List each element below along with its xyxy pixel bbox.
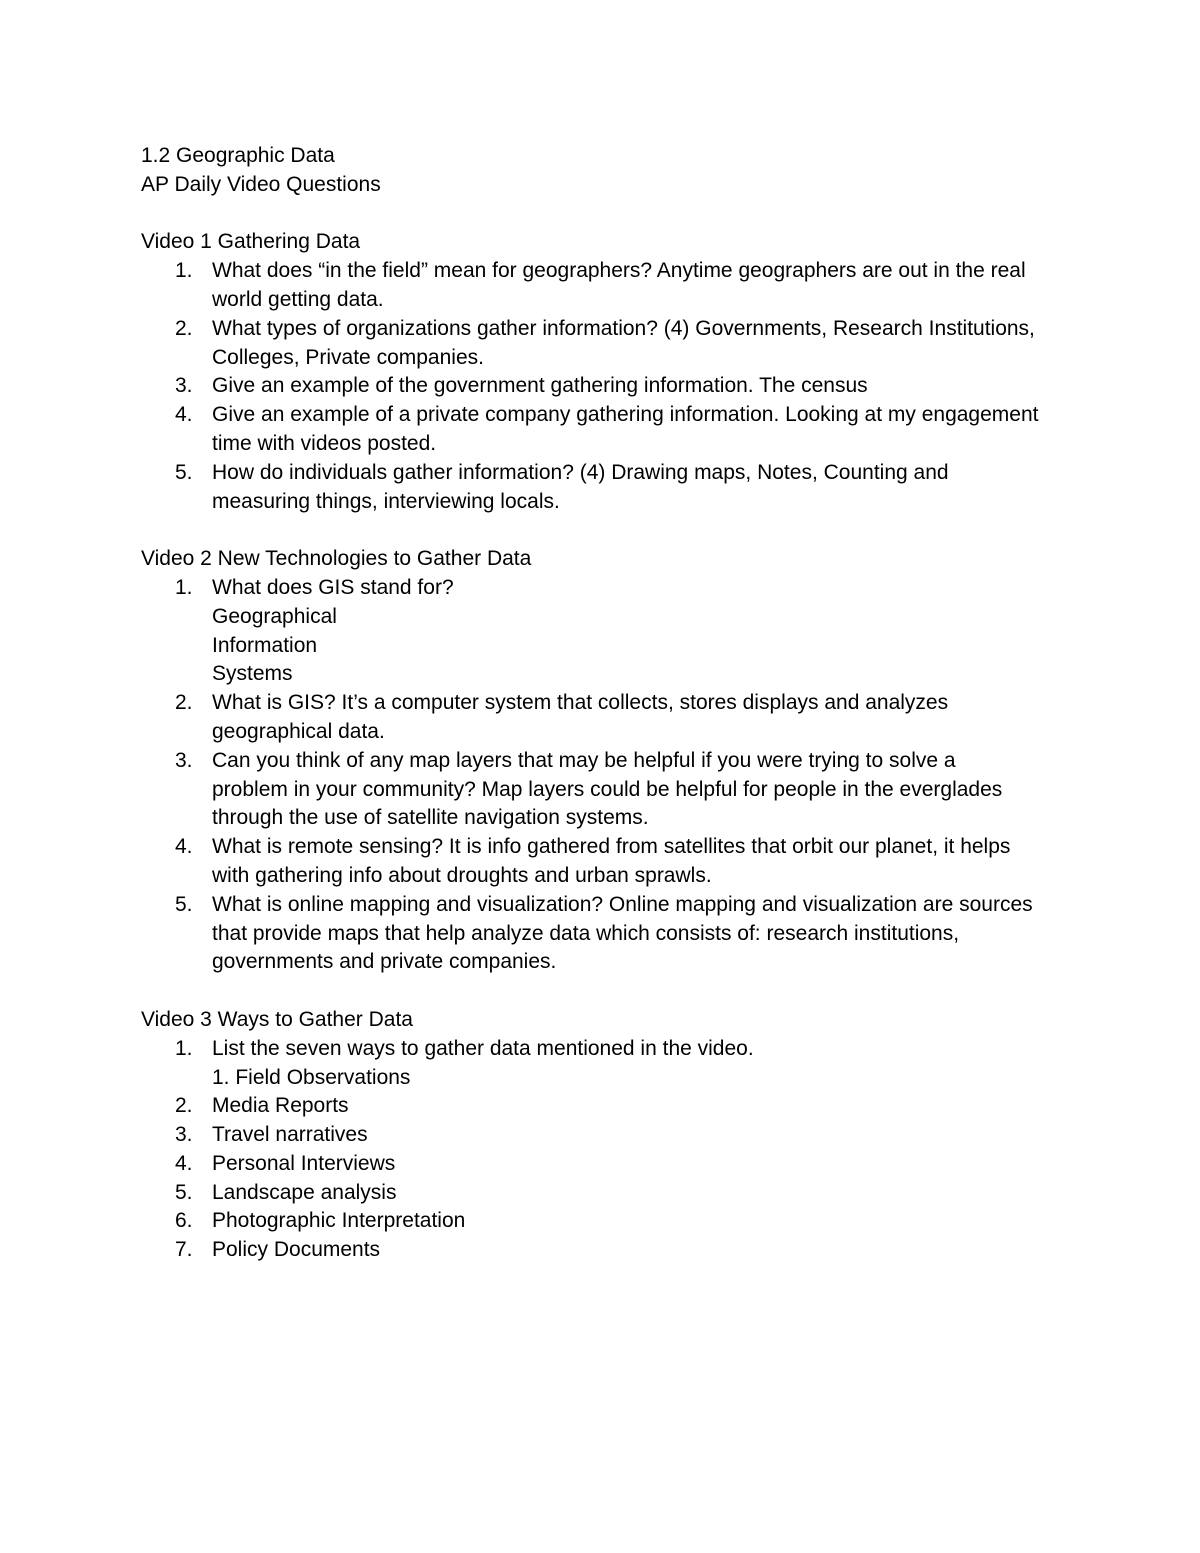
- document-subtitle: AP Daily Video Questions: [141, 172, 381, 196]
- question-list-video-3: [141, 1035, 1071, 1265]
- blank-line: [141, 200, 1071, 229]
- question-text: time with videos posted.: [212, 431, 437, 455]
- list-number: 1.: [175, 575, 193, 599]
- question-text: governments and private companies.: [212, 950, 557, 974]
- list-number: 7.: [175, 1238, 193, 1262]
- section-heading-video-3: Video 3 Ways to Gather Data: [141, 1007, 413, 1031]
- question-text: What types of organizations gather information? (4) Governments, Research Institutions,: [212, 316, 1035, 340]
- question-list-video-2: [141, 574, 1071, 977]
- list-item: [141, 1150, 1071, 1179]
- answer-text: Photographic Interpretation: [212, 1209, 466, 1233]
- question-text: List the seven ways to gather data mentioned in the video.: [212, 1036, 754, 1060]
- section-heading-video-1: Video 1 Gathering Data: [141, 230, 361, 254]
- list-item: [141, 1179, 1071, 1208]
- question-text: measuring things, interviewing locals.: [212, 489, 560, 513]
- list-item: [141, 574, 1071, 689]
- list-item: [141, 459, 1071, 517]
- question-text: What does “in the field” mean for geographers? Anytime geographers are out in the real: [212, 259, 1026, 283]
- list-item: [141, 747, 1071, 833]
- list-number: 3.: [175, 1123, 193, 1147]
- question-list-video-1: [141, 257, 1071, 516]
- list-number: 6.: [175, 1209, 193, 1233]
- list-number: 5.: [175, 892, 193, 916]
- question-text: through the use of satellite navigation systems.: [212, 806, 649, 830]
- answer-text: Policy Documents: [212, 1238, 381, 1262]
- list-item: [141, 315, 1071, 373]
- answer-text: Travel narratives: [212, 1123, 368, 1147]
- list-number: 4.: [175, 1151, 193, 1175]
- answer-text: Geographical: [212, 604, 337, 628]
- list-item: [141, 689, 1071, 747]
- answer-text: Information: [212, 633, 318, 657]
- question-text: What is GIS? It’s a computer system that collects, stores displays and analyzes: [212, 691, 949, 715]
- document-body: [141, 142, 1071, 1265]
- list-number: 4.: [175, 835, 193, 859]
- list-item: [141, 833, 1071, 891]
- list-item: [141, 401, 1071, 459]
- list-number: 3.: [175, 748, 193, 772]
- answer-text: 1. Field Observations: [212, 1065, 411, 1089]
- list-item: [141, 372, 1071, 401]
- list-number: 1.: [175, 259, 193, 283]
- question-text: with gathering info about droughts and urban sprawls.: [212, 863, 712, 887]
- question-text: How do individuals gather information? (4) Drawing maps, Notes, Counting and: [212, 460, 949, 484]
- question-text: What does GIS stand for?: [212, 575, 454, 599]
- list-number: 4.: [175, 403, 193, 427]
- answer-text: Landscape analysis: [212, 1180, 397, 1204]
- list-item: [141, 257, 1071, 315]
- question-text: What is remote sensing? It is info gathered from satellites that orbit our planet, it helps: [212, 835, 1011, 859]
- list-item: [141, 891, 1071, 977]
- blank-line: [141, 977, 1071, 1006]
- list-number: 2.: [175, 316, 193, 340]
- list-item: [141, 1236, 1071, 1265]
- question-text: Colleges, Private companies.: [212, 345, 484, 369]
- answer-text: Personal Interviews: [212, 1151, 396, 1175]
- list-number: 3.: [175, 374, 193, 398]
- question-text: that provide maps that help analyze data which consists of: research institutions,: [212, 921, 960, 945]
- list-item: [141, 1121, 1071, 1150]
- question-text: Give an example of a private company gathering information. Looking at my engagement: [212, 403, 1039, 427]
- blank-line: [141, 516, 1071, 545]
- question-text: Give an example of the government gathering information. The census: [212, 374, 868, 398]
- list-item: [141, 1207, 1071, 1236]
- list-number: 1.: [175, 1036, 193, 1060]
- answer-text: Systems: [212, 662, 293, 686]
- question-text: What is online mapping and visualization? Online mapping and visualization are sources: [212, 892, 1033, 916]
- question-text: problem in your community? Map layers could be helpful for people in the everglades: [212, 777, 1003, 801]
- list-number: 5.: [175, 460, 193, 484]
- list-item: [141, 1092, 1071, 1121]
- list-number: 5.: [175, 1180, 193, 1204]
- list-number: 2.: [175, 691, 193, 715]
- list-item: [141, 1035, 1071, 1093]
- answer-text: Media Reports: [212, 1094, 349, 1118]
- section-heading-video-2: Video 2 New Technologies to Gather Data: [141, 547, 532, 571]
- question-text: world getting data.: [212, 287, 384, 311]
- question-text: geographical data.: [212, 719, 385, 743]
- list-number: 2.: [175, 1094, 193, 1118]
- question-text: Can you think of any map layers that may be helpful if you were trying to solve a: [212, 748, 956, 772]
- document-title: 1.2 Geographic Data: [141, 144, 335, 167]
